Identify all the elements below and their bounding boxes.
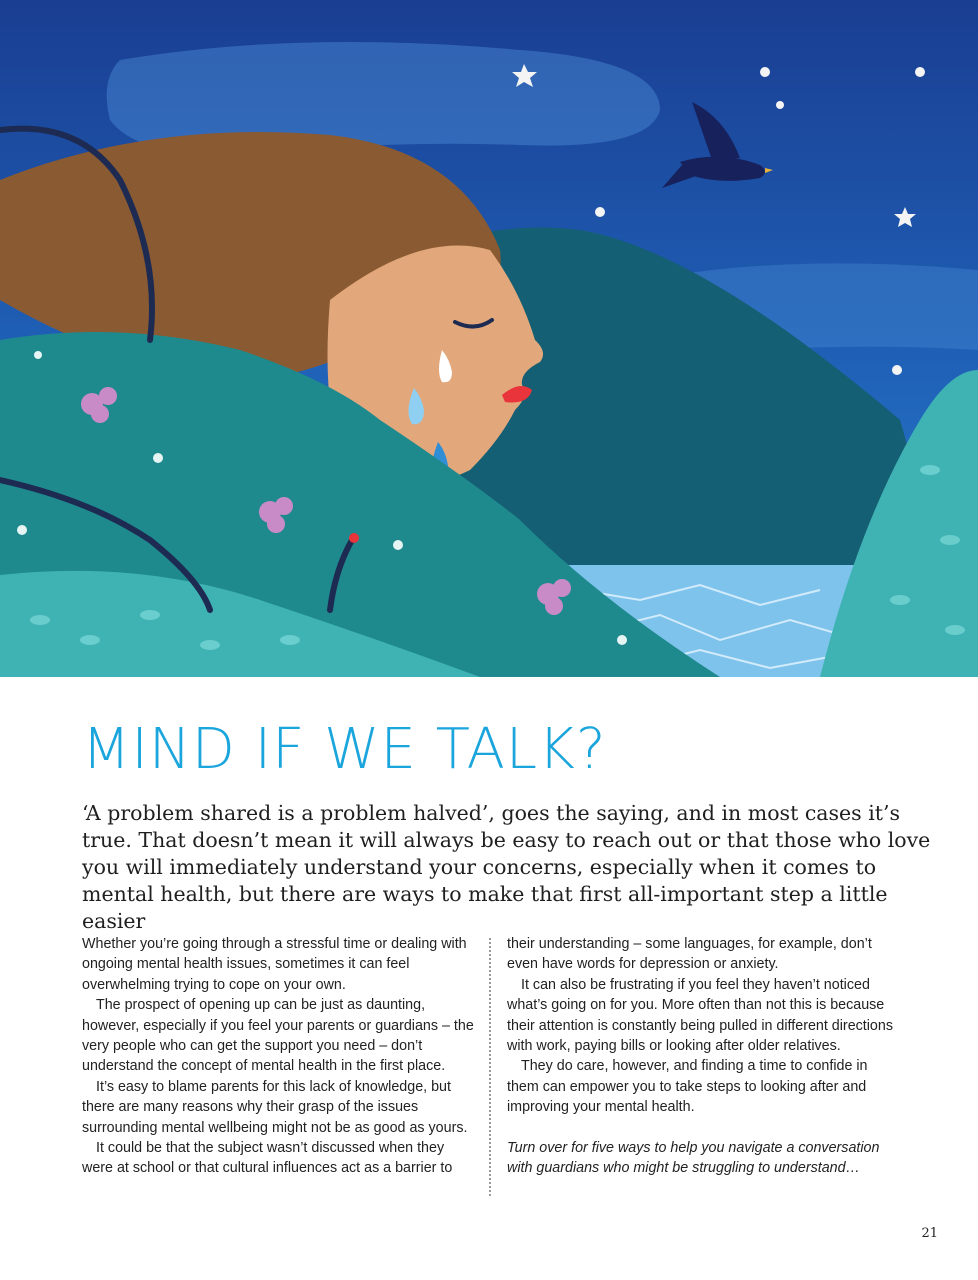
body-paragraph: It’s easy to blame parents for this lack of knowledge, but there are many reasons why their grasp of the issues surrounding mental wellbeing might not be as good as yours. — [82, 1078, 468, 1136]
body-paragraph: their understanding – some languages, for example, don’t even have words for depression or anxiety. — [507, 936, 872, 973]
article-title: MIND IF WE TALK? — [82, 717, 607, 782]
body-paragraph: They do care, however, and finding a time to confide in them can empower you to take steps to looking after and improving your mental health. — [507, 1058, 868, 1116]
body-paragraph: It could be that the subject wasn’t discussed when they were at school or that cultural influences act as a barrier to — [82, 1140, 453, 1177]
page-number: 21 — [921, 1226, 938, 1241]
body-column-left — [82, 934, 474, 1179]
body-paragraph: The prospect of opening up can be just as daunting, however, especially if you feel your parents or guardians – the very people who can get the support you need – don’t understand the concept of mental health in the first place. — [82, 997, 474, 1075]
body-paragraph: It can also be frustrating if you feel they haven’t noticed what’s going on for you. More often than not this is because their attention is constantly being pulled in different directions with work, paying bills or looking after older relatives. — [507, 976, 893, 1055]
closing-teaser: Turn over for five ways to help you navigate a conversation with guardians who might be struggling to understand… — [507, 1140, 880, 1177]
body-column-right — [507, 934, 899, 1179]
column-divider — [489, 938, 491, 1196]
article-standfirst: ‘A problem shared is a problem halved’, goes the saying, and in most cases it’s true. That doesn’t mean it will always be easy to reach out or that those who love you will immediately understand your concerns, especially when it comes to mental health, but there are ways to make that first all-important step a little easier — [82, 801, 931, 933]
body-paragraph: Whether you’re going through a stressful time or dealing with ongoing mental health issues, sometimes it can feel overwhelming trying to cope on your own. — [82, 936, 467, 993]
